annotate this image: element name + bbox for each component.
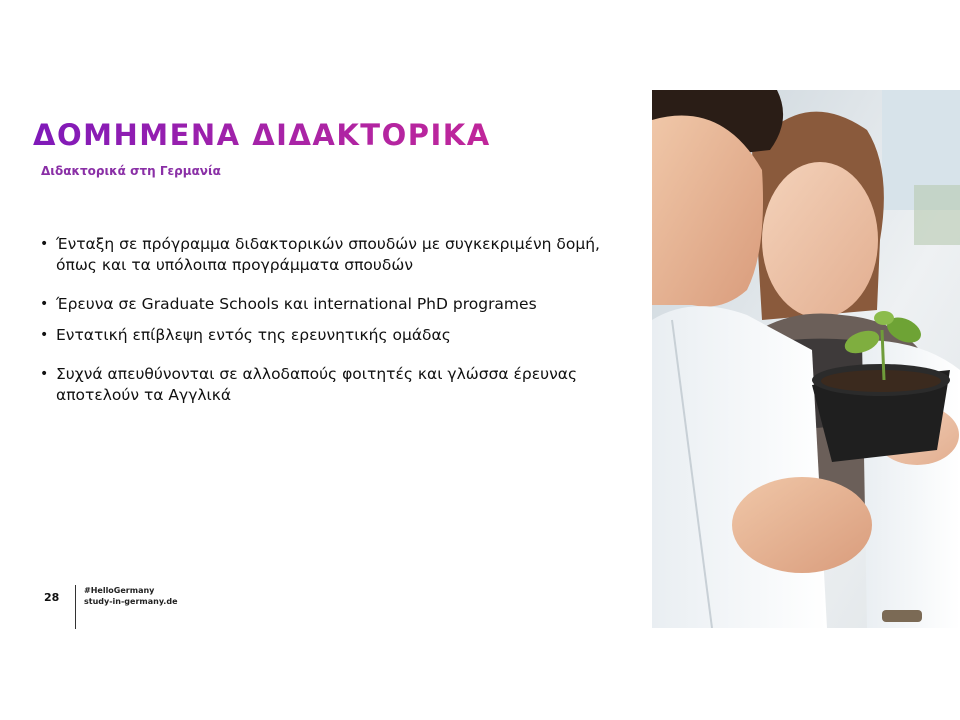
bullet-text: Εντατική επίβλεψη εντός της ερευνητικής ομάδας xyxy=(56,326,451,344)
slide-subtitle: Διδακτορικά στη Γερμανία xyxy=(41,164,221,178)
footer-website: study-in-germany.de xyxy=(84,597,178,606)
bullet-dot-icon: • xyxy=(40,236,49,252)
bullet-text: Έρευνα σε Graduate Schools και international PhD programes xyxy=(56,295,537,313)
page-number: 28 xyxy=(44,591,60,604)
students-with-plant-photo xyxy=(652,90,960,628)
footer-divider xyxy=(75,585,76,629)
bullet-dot-icon: • xyxy=(40,366,49,382)
bullet-dot-icon: • xyxy=(40,327,49,343)
bullet-item xyxy=(40,294,620,315)
footer-tags xyxy=(84,585,178,607)
bullet-item xyxy=(40,364,620,406)
bullet-text: Συχνά απευθύνονται σε αλλοδαπούς φοιτητές και γλώσσα έρευνας αποτελούν τα Αγγλικά xyxy=(56,365,578,404)
bullet-item xyxy=(40,234,620,276)
footer-hashtag: #HelloGermany xyxy=(84,586,155,595)
bullet-list xyxy=(40,234,620,406)
bullet-text: Ένταξη σε πρόγραμμα διδακτορικών σπουδών με συγκεκριμένη δομή, όπως και τα υπόλοιπα προγράμματα σπουδών xyxy=(56,235,600,274)
bullet-item xyxy=(40,325,620,346)
bullet-dot-icon: • xyxy=(40,296,49,312)
slide-title: ΔΟΜΗΜΕΝΑ ΔΙΔΑΚΤΟΡΙΚΑ xyxy=(33,118,491,152)
